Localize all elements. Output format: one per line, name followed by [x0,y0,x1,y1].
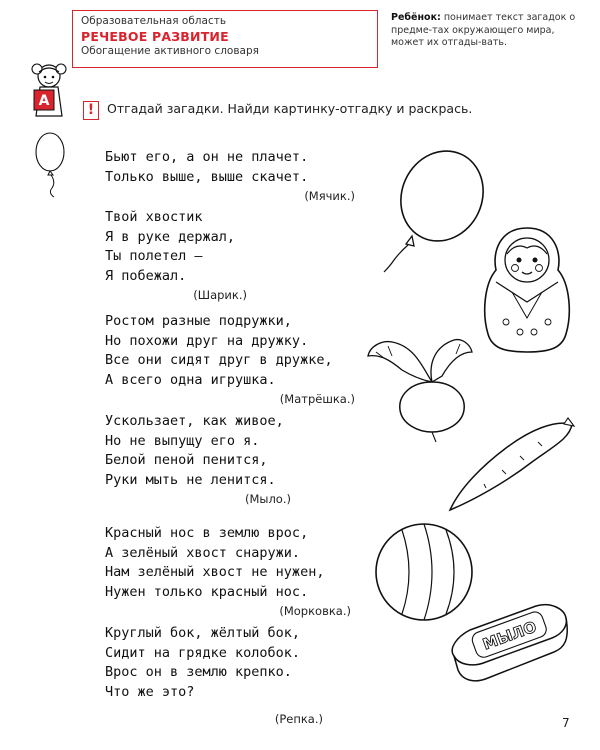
riddle-answer: (Шарик.) [193,288,247,302]
riddle-line: Руки мыть не ленится. [105,471,276,488]
soap-picture[interactable] [444,600,572,688]
riddle-4 [105,412,291,508]
riddle-5 [105,524,351,620]
riddle-line: Что же это? [105,683,195,700]
section-title: РЕЧЕВОЕ РАЗВИТИЕ [81,29,229,44]
riddle-answer: (Мыло.) [244,492,291,506]
riddle-6 [105,624,323,728]
riddle-line: Но похожи друг на дружку. [105,332,309,349]
attention-mark: ! [83,101,99,120]
riddle-line: Только выше, выше скачет. [105,168,309,185]
page-number: 7 [562,716,570,730]
task-instruction: Отгадай загадки. Найди картинку-отгадку и раскрась. [107,101,473,116]
riddle-line: Ускользает, как живое, [105,413,284,429]
riddle-line: Врос он в землю крепко. [105,664,292,680]
child-outcome-note [391,12,589,50]
section-header-box [72,10,378,68]
riddle-line: Все они сидят друг в дружке, [105,352,333,368]
educational-area-label: Образовательная область [81,15,227,27]
riddle-3 [105,312,355,408]
riddle-line: Круглый бок, жёлтый бок, [105,625,301,641]
girl-mascot-icon [24,60,74,122]
riddle-line: Сидит на грядке колобок. [105,644,301,661]
riddle-line: Я в руке держал, [105,228,236,245]
matryoshka-picture[interactable] [476,222,578,354]
riddle-line: А зелёный хвост снаружи. [105,544,301,561]
riddle-line: Твой хвостик [105,209,203,225]
riddle-line: Нужен только красный нос. [105,583,309,600]
balloon-outline-icon [30,130,76,198]
riddle-line: Но не выпущу его я. [105,432,260,449]
soap-label: МЫЛО [480,617,539,654]
riddle-line: Ты полетел — [105,248,203,264]
riddle-line: Бьют его, а он не плачет. [105,149,309,165]
riddle-line: Белой пеной пенится, [105,452,268,468]
mascot-letter: А [38,93,50,109]
riddle-line: Ростом разные подружки, [105,313,292,329]
child-note-text: понимает текст загадок о предме-тах окружающего мира, может их отгады-вать. [391,12,576,48]
riddle-line: Я побежал. [105,267,187,284]
riddle-line: А всего одна игрушка. [105,371,276,388]
riddle-answer: (Морковка.) [279,604,351,618]
child-note-label: Ребёнок: [391,12,441,23]
riddle-line: Красный нос в землю врос, [105,525,309,541]
riddle-2 [105,208,247,304]
riddle-answer: (Репка.) [274,712,323,726]
carrot-picture[interactable] [446,416,580,516]
section-subtitle: Обогащение активного словаря [81,45,259,57]
riddle-1 [105,148,355,205]
riddle-answer: (Мячик.) [304,189,355,203]
riddle-answer: (Матрёшка.) [279,392,355,406]
balloon-picture[interactable] [378,148,490,274]
riddle-line: Нам зелёный хвост не нужен, [105,564,325,580]
